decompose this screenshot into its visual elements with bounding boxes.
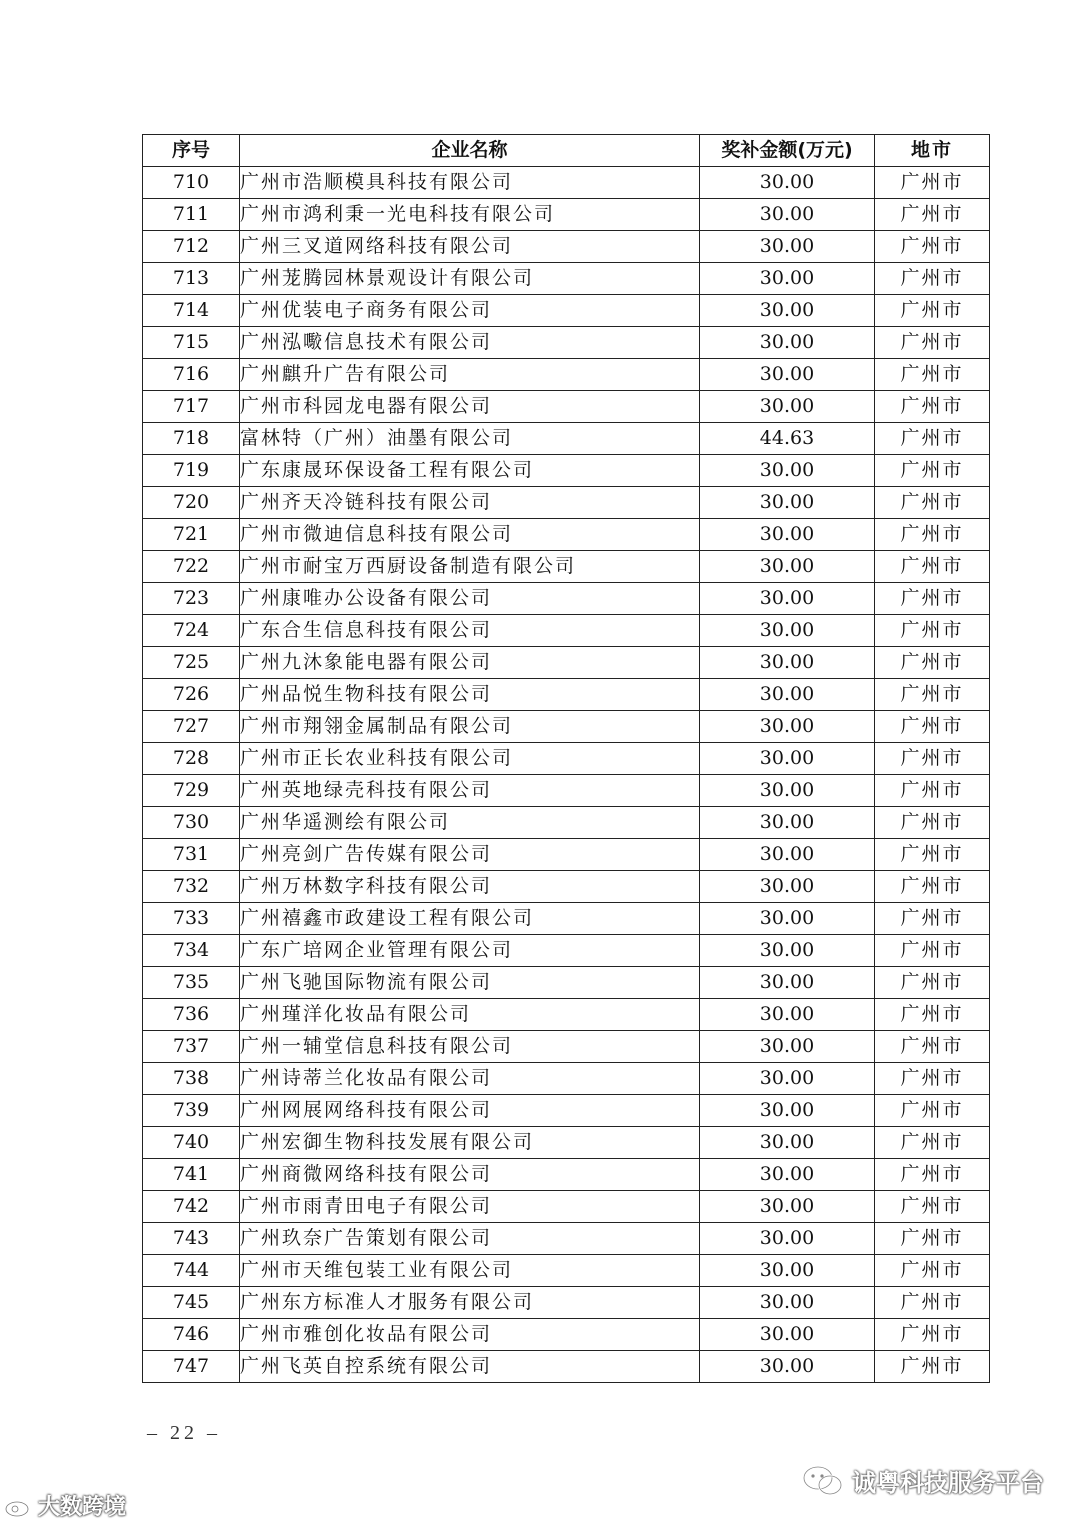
cell-serial-no: 711 <box>143 199 240 231</box>
table-row <box>143 1223 990 1255</box>
cell-award-amount: 30.00 <box>700 615 875 647</box>
cell-award-amount: 30.00 <box>700 327 875 359</box>
cell-serial-no: 712 <box>143 231 240 263</box>
cell-city: 广州市 <box>875 999 990 1031</box>
cell-city: 广州市 <box>875 1031 990 1063</box>
cell-city: 广州市 <box>875 903 990 935</box>
cell-award-amount: 30.00 <box>700 487 875 519</box>
cell-serial-no: 743 <box>143 1223 240 1255</box>
cell-city: 广州市 <box>875 1095 990 1127</box>
cell-city: 广州市 <box>875 1159 990 1191</box>
cell-award-amount: 30.00 <box>700 1287 875 1319</box>
cell-serial-no: 730 <box>143 807 240 839</box>
header-company-name: 企业名称 <box>240 135 700 167</box>
table-body <box>143 167 990 1383</box>
cell-serial-no: 713 <box>143 263 240 295</box>
cell-award-amount: 30.00 <box>700 455 875 487</box>
cell-company-name: 广东广培网企业管理有限公司 <box>240 935 700 967</box>
cell-award-amount: 30.00 <box>700 1159 875 1191</box>
cell-serial-no: 726 <box>143 679 240 711</box>
cell-award-amount: 30.00 <box>700 583 875 615</box>
cell-serial-no: 722 <box>143 551 240 583</box>
cell-award-amount: 30.00 <box>700 1031 875 1063</box>
cell-award-amount: 30.00 <box>700 1223 875 1255</box>
cell-serial-no: 716 <box>143 359 240 391</box>
cell-award-amount: 30.00 <box>700 1127 875 1159</box>
cell-award-amount: 30.00 <box>700 839 875 871</box>
cell-city: 广州市 <box>875 487 990 519</box>
cell-award-amount: 30.00 <box>700 391 875 423</box>
cell-city: 广州市 <box>875 263 990 295</box>
cell-company-name: 广州市耐宝万西厨设备制造有限公司 <box>240 551 700 583</box>
cell-company-name: 广州东方标准人才服务有限公司 <box>240 1287 700 1319</box>
table-row <box>143 263 990 295</box>
cell-serial-no: 729 <box>143 775 240 807</box>
cell-company-name: 广州优装电子商务有限公司 <box>240 295 700 327</box>
table-row <box>143 903 990 935</box>
table-row <box>143 359 990 391</box>
cell-city: 广州市 <box>875 1255 990 1287</box>
cell-city: 广州市 <box>875 583 990 615</box>
cell-serial-no: 737 <box>143 1031 240 1063</box>
cell-award-amount: 30.00 <box>700 519 875 551</box>
cell-award-amount: 30.00 <box>700 295 875 327</box>
cell-city: 广州市 <box>875 455 990 487</box>
cell-city: 广州市 <box>875 775 990 807</box>
watermark-right-text: 诚粤科技服务平台 <box>852 1469 1044 1497</box>
header-award-amount: 奖补金额(万元) <box>700 135 875 167</box>
cell-city: 广州市 <box>875 551 990 583</box>
cell-city: 广州市 <box>875 807 990 839</box>
cell-award-amount: 30.00 <box>700 1063 875 1095</box>
cell-award-amount: 30.00 <box>700 743 875 775</box>
cell-company-name: 广州市雨青田电子有限公司 <box>240 1191 700 1223</box>
cell-company-name: 广州品悦生物科技有限公司 <box>240 679 700 711</box>
cell-serial-no: 714 <box>143 295 240 327</box>
table-row <box>143 295 990 327</box>
cell-company-name: 广州瑾洋化妆品有限公司 <box>240 999 700 1031</box>
cell-award-amount: 30.00 <box>700 551 875 583</box>
cell-company-name: 广州禧鑫市政建设工程有限公司 <box>240 903 700 935</box>
cell-city: 广州市 <box>875 167 990 199</box>
cell-serial-no: 744 <box>143 1255 240 1287</box>
cell-city: 广州市 <box>875 1351 990 1383</box>
cell-serial-no: 731 <box>143 839 240 871</box>
cell-award-amount: 30.00 <box>700 871 875 903</box>
table-row <box>143 423 990 455</box>
cell-company-name: 广州市雅创化妆品有限公司 <box>240 1319 700 1351</box>
cell-city: 广州市 <box>875 423 990 455</box>
header-city: 地市 <box>875 135 990 167</box>
table-row <box>143 487 990 519</box>
cell-company-name: 广州市鸿利秉一光电科技有限公司 <box>240 199 700 231</box>
table-row <box>143 775 990 807</box>
cell-serial-no: 732 <box>143 871 240 903</box>
table-row <box>143 1351 990 1383</box>
cell-company-name: 广州齐天冷链科技有限公司 <box>240 487 700 519</box>
cell-serial-no: 724 <box>143 615 240 647</box>
cell-serial-no: 740 <box>143 1127 240 1159</box>
cell-company-name: 广东康晟环保设备工程有限公司 <box>240 455 700 487</box>
cell-company-name: 广州亮剑广告传媒有限公司 <box>240 839 700 871</box>
wechat-icon <box>802 1464 844 1498</box>
cell-serial-no: 735 <box>143 967 240 999</box>
cell-serial-no: 736 <box>143 999 240 1031</box>
cell-company-name: 广州宏御生物科技发展有限公司 <box>240 1127 700 1159</box>
watermark-right <box>802 1463 1044 1498</box>
cell-company-name: 广东合生信息科技有限公司 <box>240 615 700 647</box>
cell-award-amount: 30.00 <box>700 1095 875 1127</box>
cell-company-name: 广州诗蒂兰化妆品有限公司 <box>240 1063 700 1095</box>
cell-award-amount: 30.00 <box>700 359 875 391</box>
cell-serial-no: 710 <box>143 167 240 199</box>
cell-city: 广州市 <box>875 935 990 967</box>
watermark-left-text: 大数跨境 <box>38 1495 127 1520</box>
table-row <box>143 327 990 359</box>
cell-award-amount: 30.00 <box>700 1191 875 1223</box>
weibo-icon <box>4 1494 34 1518</box>
cell-serial-no: 723 <box>143 583 240 615</box>
cell-company-name: 广州九沐象能电器有限公司 <box>240 647 700 679</box>
cell-city: 广州市 <box>875 359 990 391</box>
cell-serial-no: 721 <box>143 519 240 551</box>
cell-company-name: 广州三叉道网络科技有限公司 <box>240 231 700 263</box>
cell-city: 广州市 <box>875 839 990 871</box>
cell-company-name: 广州康唯办公设备有限公司 <box>240 583 700 615</box>
cell-serial-no: 739 <box>143 1095 240 1127</box>
table-row <box>143 1031 990 1063</box>
table-row <box>143 871 990 903</box>
table-row <box>143 1319 990 1351</box>
cell-city: 广州市 <box>875 743 990 775</box>
cell-company-name: 广州泓㘐信息技术有限公司 <box>240 327 700 359</box>
cell-company-name: 广州麒升广告有限公司 <box>240 359 700 391</box>
cell-award-amount: 30.00 <box>700 999 875 1031</box>
cell-city: 广州市 <box>875 871 990 903</box>
cell-award-amount: 30.00 <box>700 935 875 967</box>
cell-city: 广州市 <box>875 199 990 231</box>
header-serial-no: 序号 <box>143 135 240 167</box>
cell-award-amount: 30.00 <box>700 1319 875 1351</box>
cell-award-amount: 30.00 <box>700 1351 875 1383</box>
cell-city: 广州市 <box>875 1287 990 1319</box>
cell-company-name: 广州飞英自控系统有限公司 <box>240 1351 700 1383</box>
cell-city: 广州市 <box>875 647 990 679</box>
cell-city: 广州市 <box>875 1063 990 1095</box>
cell-city: 广州市 <box>875 1191 990 1223</box>
cell-company-name: 广州市正长农业科技有限公司 <box>240 743 700 775</box>
cell-company-name: 广州市浩顺模具科技有限公司 <box>240 167 700 199</box>
cell-city: 广州市 <box>875 711 990 743</box>
cell-city: 广州市 <box>875 679 990 711</box>
cell-award-amount: 30.00 <box>700 679 875 711</box>
table-header-row <box>143 135 990 167</box>
table-row <box>143 711 990 743</box>
table-row <box>143 647 990 679</box>
cell-award-amount: 30.00 <box>700 647 875 679</box>
cell-company-name: 广州飞驰国际物流有限公司 <box>240 967 700 999</box>
cell-company-name: 广州市科园龙电器有限公司 <box>240 391 700 423</box>
cell-serial-no: 718 <box>143 423 240 455</box>
cell-award-amount: 30.00 <box>700 775 875 807</box>
table-row <box>143 679 990 711</box>
cell-serial-no: 717 <box>143 391 240 423</box>
cell-serial-no: 727 <box>143 711 240 743</box>
table-row <box>143 1063 990 1095</box>
cell-serial-no: 720 <box>143 487 240 519</box>
cell-city: 广州市 <box>875 967 990 999</box>
table-row <box>143 1127 990 1159</box>
cell-city: 广州市 <box>875 615 990 647</box>
cell-award-amount: 30.00 <box>700 199 875 231</box>
table-row <box>143 167 990 199</box>
table-row <box>143 551 990 583</box>
cell-award-amount: 30.00 <box>700 1255 875 1287</box>
table-row <box>143 391 990 423</box>
cell-serial-no: 734 <box>143 935 240 967</box>
table-row <box>143 1287 990 1319</box>
cell-serial-no: 741 <box>143 1159 240 1191</box>
table-row <box>143 1159 990 1191</box>
cell-serial-no: 738 <box>143 1063 240 1095</box>
cell-award-amount: 30.00 <box>700 711 875 743</box>
table-row <box>143 455 990 487</box>
cell-company-name: 广州万林数字科技有限公司 <box>240 871 700 903</box>
table-row <box>143 935 990 967</box>
cell-award-amount: 30.00 <box>700 167 875 199</box>
table-row <box>143 519 990 551</box>
cell-city: 广州市 <box>875 1223 990 1255</box>
cell-serial-no: 747 <box>143 1351 240 1383</box>
cell-award-amount: 30.00 <box>700 807 875 839</box>
table-row <box>143 999 990 1031</box>
table-row <box>143 807 990 839</box>
table-row <box>143 743 990 775</box>
table-row <box>143 1255 990 1287</box>
cell-award-amount: 44.63 <box>700 423 875 455</box>
cell-serial-no: 742 <box>143 1191 240 1223</box>
cell-city: 广州市 <box>875 1319 990 1351</box>
table-row <box>143 199 990 231</box>
cell-company-name: 广州英地绿壳科技有限公司 <box>240 775 700 807</box>
table-row <box>143 1191 990 1223</box>
cell-company-name: 广州茏腾园林景观设计有限公司 <box>240 263 700 295</box>
cell-city: 广州市 <box>875 295 990 327</box>
cell-city: 广州市 <box>875 391 990 423</box>
cell-serial-no: 719 <box>143 455 240 487</box>
cell-company-name: 广州玖奈广告策划有限公司 <box>240 1223 700 1255</box>
award-table <box>142 134 990 1383</box>
cell-company-name: 广州市翔翎金属制品有限公司 <box>240 711 700 743</box>
page-number: – 22 – <box>147 1422 221 1444</box>
table-row <box>143 967 990 999</box>
cell-company-name: 广州一辅堂信息科技有限公司 <box>240 1031 700 1063</box>
cell-city: 广州市 <box>875 327 990 359</box>
cell-serial-no: 725 <box>143 647 240 679</box>
cell-award-amount: 30.00 <box>700 231 875 263</box>
cell-serial-no: 745 <box>143 1287 240 1319</box>
table-row <box>143 839 990 871</box>
cell-company-name: 富林特（广州）油墨有限公司 <box>240 423 700 455</box>
cell-serial-no: 746 <box>143 1319 240 1351</box>
cell-serial-no: 728 <box>143 743 240 775</box>
table-row <box>143 583 990 615</box>
cell-company-name: 广州华遥测绘有限公司 <box>240 807 700 839</box>
cell-company-name: 广州网展网络科技有限公司 <box>240 1095 700 1127</box>
cell-award-amount: 30.00 <box>700 263 875 295</box>
cell-company-name: 广州商微网络科技有限公司 <box>240 1159 700 1191</box>
table-row <box>143 615 990 647</box>
cell-award-amount: 30.00 <box>700 903 875 935</box>
cell-city: 广州市 <box>875 1127 990 1159</box>
cell-serial-no: 715 <box>143 327 240 359</box>
cell-serial-no: 733 <box>143 903 240 935</box>
cell-award-amount: 30.00 <box>700 967 875 999</box>
cell-company-name: 广州市微迪信息科技有限公司 <box>240 519 700 551</box>
cell-company-name: 广州市天维包装工业有限公司 <box>240 1255 700 1287</box>
cell-city: 广州市 <box>875 231 990 263</box>
table-row <box>143 1095 990 1127</box>
watermark-left <box>4 1490 126 1521</box>
table-row <box>143 231 990 263</box>
cell-city: 广州市 <box>875 519 990 551</box>
